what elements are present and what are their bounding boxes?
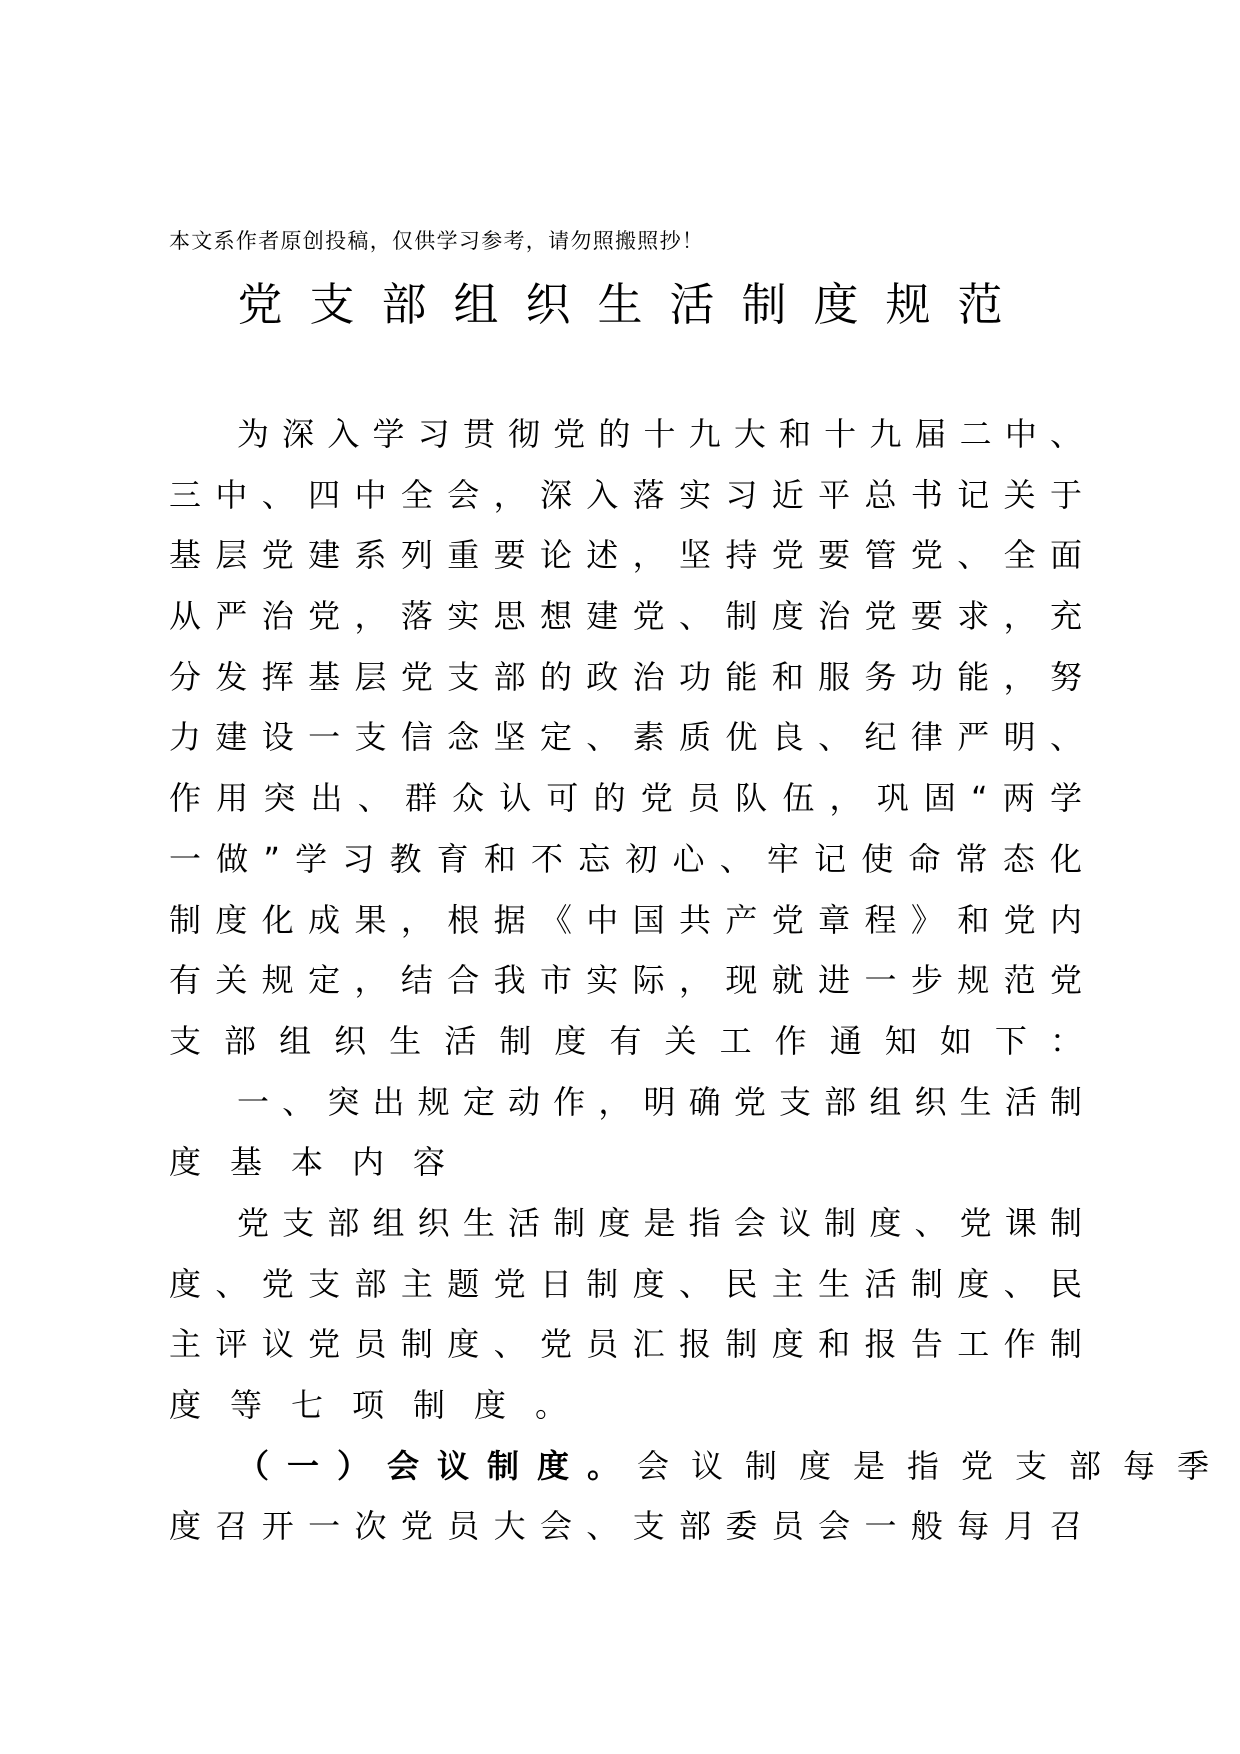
document-title: 党支部组织生活制度规范 (237, 278, 1030, 331)
section-para-line: 党支部组织生活制度是指会议制度、党课制 (237, 1203, 1082, 1242)
item-label: （一）会议制度。 (237, 1446, 638, 1485)
item-text: 会议制度是指党支部每季 (637, 1446, 1232, 1485)
intro-line: 制度化成果，根据《中国共产党章程》和党内 (169, 900, 1082, 939)
section-heading: 一、突出规定动作，明确党支部组织生活制 (237, 1082, 1082, 1121)
document-body (169, 404, 1232, 1557)
copyright-notice: 本文系作者原创投稿，仅供学习参考，请勿照搬照抄！ (169, 229, 705, 253)
item-line (169, 1436, 1232, 1497)
intro-line: 从严治党，落实思想建党、制度治党要求，充 (169, 597, 1082, 636)
section-heading: 度基本内容 (169, 1143, 475, 1182)
section-para-line: 度、党支部主题党日制度、民主生活制度、民 (169, 1264, 1082, 1303)
intro-line: 有关规定，结合我市实际，现就进一步规范党 (169, 961, 1082, 1000)
intro-line: 力建设一支信念坚定、素质优良、纪律严明、 (169, 718, 1082, 757)
intro-line: 支部组织生活制度有关工作通知如下： (169, 1021, 1082, 1060)
item-line: 度召开一次党员大会、支部委员会一般每月召 (169, 1507, 1082, 1546)
intro-line: 基层党建系列重要论述，坚持党要管党、全面 (169, 536, 1082, 575)
intro-line: 三中、四中全会，深入落实习近平总书记关于 (169, 475, 1082, 514)
section-para-line: 主评议党员制度、党员汇报制度和报告工作制 (169, 1325, 1082, 1364)
intro-line: 一做”学习教育和不忘初心、牢记使命常态化 (169, 839, 1082, 878)
intro-line: 分发挥基层党支部的政治功能和服务功能，努 (169, 657, 1082, 696)
intro-line: 为深入学习贯彻党的十九大和十九届二中、 (237, 415, 1082, 453)
section-para-line: 度等七项制度。 (169, 1386, 597, 1424)
intro-line: 作用突出、群众认可的党员队伍，巩固“两学 (169, 779, 1082, 818)
